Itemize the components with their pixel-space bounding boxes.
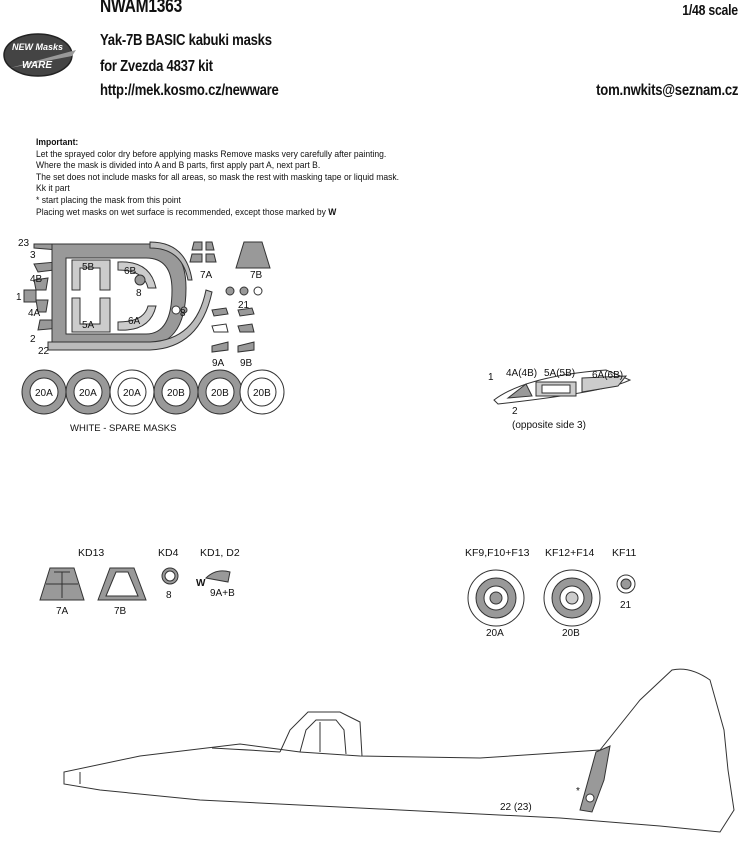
wheel-mask	[240, 370, 284, 414]
mask-9a	[212, 342, 228, 352]
kit-mask-label: 9A+B	[210, 588, 235, 599]
sheet-label: 6B	[124, 266, 137, 277]
sheet-label: 21	[238, 300, 250, 311]
logo	[2, 30, 80, 80]
svg-text:20B: 20B	[211, 388, 229, 399]
kit-code: KD13	[78, 547, 105, 559]
canopy-label: 2	[512, 406, 518, 417]
product-code: NWAM1363	[100, 0, 183, 17]
mask-22-23-fuselage	[580, 746, 610, 812]
logo-text-top: NEW Masks	[12, 42, 64, 52]
wheel-20a	[468, 570, 524, 626]
kit-mask-label: 21	[620, 600, 632, 611]
sheet-label: 7B	[250, 270, 263, 281]
email-link[interactable]: tom.nwkits@seznam.cz	[595, 82, 738, 99]
kit-code: KD1, D2	[200, 547, 240, 559]
sheet-label: 22	[38, 346, 50, 357]
sheet-label: 2	[30, 334, 36, 345]
instruction-line: Kk it part	[36, 183, 70, 195]
canopy-label: 6A(6B)	[592, 370, 624, 381]
kit-parts-wheels	[460, 564, 660, 644]
mask-8	[135, 275, 145, 285]
svg-text:20A: 20A	[123, 388, 141, 399]
sheet-label: 9A	[212, 358, 225, 369]
sheet-label: 6A	[128, 316, 141, 327]
mask-9b	[238, 342, 254, 352]
mask-7a	[192, 242, 202, 250]
sheet-label: 5A	[82, 320, 95, 331]
sheet-label: 23	[18, 238, 30, 249]
canopy-label: 4A(4B)	[506, 368, 538, 379]
wheel-mask	[66, 370, 110, 414]
instruction-line: Where the mask is divided into A and B parts, first apply part A, next part B.	[36, 160, 321, 172]
kit-code: KF9,F10+F13	[465, 547, 530, 559]
sheet-label: 3	[30, 250, 36, 261]
svg-text:20A: 20A	[79, 388, 97, 399]
canopy-side-view	[486, 362, 646, 434]
kit-code: KF12+F14	[545, 547, 595, 559]
svg-text:20B: 20B	[253, 388, 271, 399]
sheet-label: 7A	[200, 270, 213, 281]
wheel-20b	[544, 570, 600, 626]
mask-1	[24, 290, 36, 302]
sheet-label: 5B	[82, 262, 95, 273]
sheet-label: 8	[136, 288, 142, 299]
kit-code: KF11	[612, 547, 637, 559]
kit-parts-left	[30, 562, 250, 632]
sheet-label: 9B	[240, 358, 253, 369]
instruction-line: * start placing the mask from this point	[36, 194, 181, 206]
aircraft-label: *	[576, 786, 580, 797]
svg-text:20B: 20B	[167, 388, 185, 399]
canopy-label: 5A(5B)	[544, 368, 576, 379]
kit-mask-label: 8	[166, 590, 172, 601]
spare-masks-note: WHITE - SPARE MASKS	[70, 423, 177, 434]
instructions	[36, 137, 399, 218]
instruction-line: The set does not include masks for all areas, so mask the rest with masking tape or liquid mask.	[36, 171, 400, 183]
instruction-line: Placing wet masks on wet surface is recommended, except those marked by W	[36, 206, 337, 218]
kit-mask-label: 20A	[486, 628, 504, 639]
wheel-mask	[22, 370, 66, 414]
website-link[interactable]: http://mek.kosmo.cz/newware	[100, 82, 279, 99]
mask-21	[226, 287, 234, 295]
kit-mask-label: 7A	[56, 606, 69, 617]
svg-text:20A: 20A	[35, 388, 53, 399]
product-title: Yak-7B BASIC kabuki masks	[100, 32, 272, 49]
sheet-label: 4A	[28, 308, 41, 319]
scale-label: 1/48 scale	[682, 2, 738, 19]
canopy-label: 1	[488, 372, 494, 383]
instruction-line: Let the sprayed color dry before applying masks Remove masks very carefully after painting.	[36, 148, 387, 160]
mask-7b	[236, 242, 270, 268]
sheet-label: 8	[180, 308, 186, 319]
wet-warning-icon: W	[328, 206, 337, 218]
wheel-mask	[154, 370, 198, 414]
wheel-21	[617, 575, 635, 593]
logo-text-bottom: WARE	[22, 60, 52, 71]
kd1-9	[206, 571, 230, 582]
wheel-mask	[198, 370, 242, 414]
sheet-label: 1	[16, 292, 22, 303]
canopy-label: (opposite side 3)	[512, 420, 586, 431]
mask-8b	[172, 306, 180, 314]
product-subtitle: for Zvezda 4837 kit	[100, 58, 213, 75]
instructions-heading: Important:	[36, 137, 79, 148]
kit-mask-label: 20B	[562, 628, 580, 639]
sheet-label: 4B	[30, 274, 43, 285]
wheel-mask	[110, 370, 154, 414]
kit-code: KD4	[158, 547, 179, 559]
kit-mask-label: 7B	[114, 606, 127, 617]
mask-sheet	[0, 228, 300, 438]
wet-warning-icon: W	[196, 578, 206, 589]
aircraft-label: 22 (23)	[500, 802, 532, 813]
aircraft-side-view	[0, 660, 742, 856]
